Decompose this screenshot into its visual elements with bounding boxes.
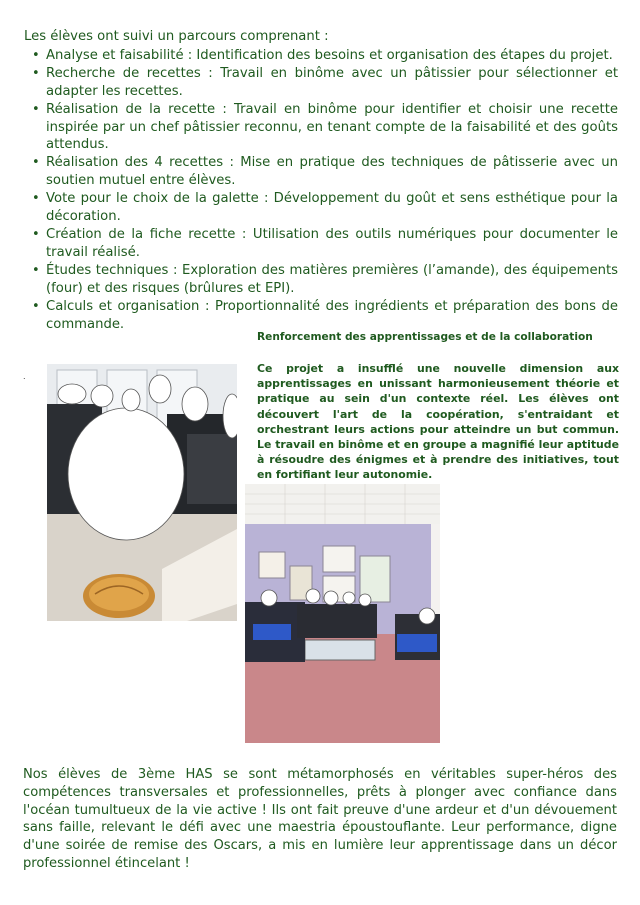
list-item: • Réalisation des 4 recettes : Mise en pratique des techniques de pâtisserie avec un soutien mutuel entre élèves.: [24, 154, 618, 190]
intro-lead: Les élèves ont suivi un parcours comprenant :: [24, 29, 329, 44]
list-item: • Études techniques : Exploration des matières premières (l’amande), des équipements (four) et des risques (brûlures et EPI).: [24, 262, 618, 298]
section-body: Ce projet a insufflé une nouvelle dimension aux apprentissages en unissant harmonieusement théorie et pratique au sein d'un contexte réel. Les élèves ont découvert l'art de la coopération, s'entraidant et orchestrant leurs actions pour atteindre un but commun. Le travail en binôme et en groupe a magnifié leur aptitude à résoudre des énigmes et à prendre des initiatives, tout en fortifiant leur autonomie.: [257, 362, 619, 482]
list-item: • Création de la fiche recette : Utilisation des outils numériques pour documenter le travail réalisé.: [24, 226, 618, 262]
list-item: • Calculs et organisation : Proportionnalité des ingrédients et préparation des bons de commande.: [24, 298, 618, 334]
galette-photo: [47, 364, 237, 621]
list-item: • Réalisation de la recette : Travail en binôme pour identifier et choisir une recette inspirée par un chef pâtissier reconnu, en tenant compte de la faisabilité et des goûts attendus.: [24, 101, 618, 155]
section-heading: Renforcement des apprentissages et de la collaboration: [257, 331, 593, 343]
list-item: • Analyse et faisabilité : Identification des besoins et organisation des étapes du projet.: [24, 47, 618, 65]
stray-mark: .: [23, 372, 26, 381]
intro-section: [24, 28, 618, 333]
list-item: • Vote pour le choix de la galette : Développement du goût et sens esthétique pour la décoration.: [24, 190, 618, 226]
closing-paragraph: Nos élèves de 3ème HAS se sont métamorphosés en véritables super-héros des compétences transversales et professionnelles, prêts à plonger avec confiance dans l'océan tumultueux de la vie active ! Ils ont fait preuve d'une ardeur et d'un dévouement sans faille, relevant le défi avec une maestria époustouflante. Leur performance, digne d'une soirée de remise des Oscars, a mis en lumière leur apprentissage dans un décor professionnel étincelant !: [23, 767, 617, 871]
group-photo: [245, 484, 440, 743]
list-item: • Recherche de recettes : Travail en binôme avec un pâtissier pour sélectionner et adapter les recettes.: [24, 65, 618, 101]
activity-list: [24, 47, 618, 334]
